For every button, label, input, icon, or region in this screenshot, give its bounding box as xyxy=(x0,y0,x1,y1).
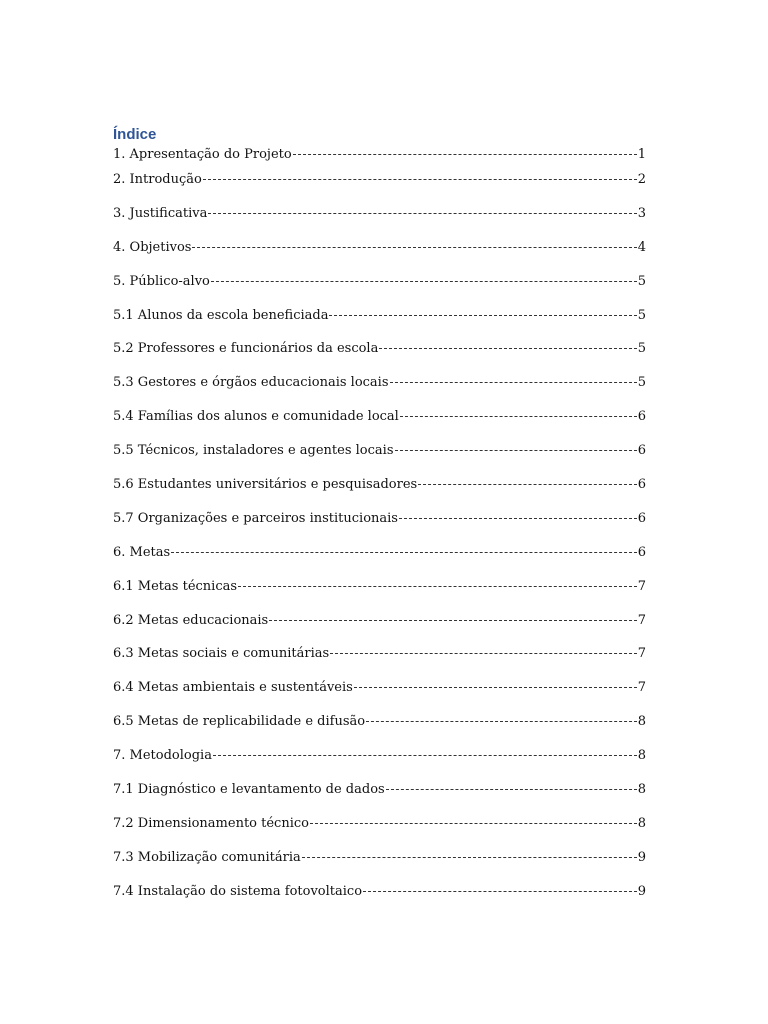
toc-dot-leader xyxy=(400,414,637,417)
toc-entry[interactable] xyxy=(113,239,646,273)
toc-dot-leader xyxy=(418,482,637,485)
toc-entry-page-number: 6 xyxy=(637,544,646,560)
toc-entry[interactable] xyxy=(113,171,646,205)
toc-dot-leader xyxy=(379,346,636,349)
toc-entry-page-number: 7 xyxy=(637,612,646,628)
toc-entry-page-number: 1 xyxy=(637,147,646,162)
toc-entry[interactable] xyxy=(113,747,646,781)
toc-dot-leader xyxy=(330,651,637,654)
toc-dot-leader xyxy=(211,279,637,282)
toc-entry-page-number: 6 xyxy=(637,510,646,526)
toc-dot-leader xyxy=(208,211,636,214)
toc-entry-label: 6.3 Metas sociais e comunitárias xyxy=(113,646,330,662)
toc-entry-label: 6.5 Metas de replicabilidade e difusão xyxy=(113,714,366,730)
toc-dot-leader xyxy=(399,516,637,519)
toc-dot-leader xyxy=(213,753,637,756)
toc-dot-leader xyxy=(269,618,636,621)
toc-entry[interactable] xyxy=(113,544,646,578)
toc-entry[interactable] xyxy=(113,815,646,849)
toc-dot-leader xyxy=(363,889,637,892)
toc-dot-leader xyxy=(238,584,637,587)
toc-entry-label: 5.3 Gestores e órgãos educacionais locais xyxy=(113,375,389,391)
toc-dot-leader xyxy=(293,152,637,155)
toc-entry-label: 5.5 Técnicos, instaladores e agentes locais xyxy=(113,443,394,459)
toc-entry-label: 7.2 Dimensionamento técnico xyxy=(113,815,309,831)
toc-entry-page-number: 5 xyxy=(637,273,646,289)
toc-entry-page-number: 8 xyxy=(637,714,646,730)
toc-entry-page-number: 5 xyxy=(637,375,646,391)
toc-entry-page-number: 6 xyxy=(637,409,646,425)
toc-list xyxy=(113,146,646,917)
toc-dot-leader xyxy=(354,685,637,688)
toc-entry[interactable] xyxy=(113,679,646,713)
toc-entry[interactable] xyxy=(113,205,646,239)
toc-entry-page-number: 9 xyxy=(637,883,646,899)
toc-entry-page-number: 2 xyxy=(637,172,646,187)
toc-entry-label: 5.2 Professores e funcionários da escola xyxy=(113,341,379,357)
toc-entry-page-number: 6 xyxy=(637,477,646,493)
toc-entry-page-number: 4 xyxy=(637,239,646,255)
toc-dot-leader xyxy=(310,821,637,824)
toc-entry-page-number: 7 xyxy=(637,680,646,696)
toc-entry-label: 5.1 Alunos da escola beneficiada xyxy=(113,307,329,323)
toc-entry-label: 5.6 Estudantes universitários e pesquisadores xyxy=(113,477,418,493)
toc-entry-label: 6. Metas xyxy=(113,544,171,560)
toc-entry-label: 1. Apresentação do Projeto xyxy=(113,147,292,162)
toc-dot-leader xyxy=(192,245,636,248)
toc-dot-leader xyxy=(395,448,637,451)
toc-entry[interactable] xyxy=(113,510,646,544)
toc-entry-label: 7.3 Mobilização comunitária xyxy=(113,849,301,865)
toc-entry-page-number: 8 xyxy=(637,748,646,764)
document-page xyxy=(113,124,646,917)
toc-dot-leader xyxy=(390,380,637,383)
toc-entry-label: 7. Metodologia xyxy=(113,748,212,764)
toc-entry[interactable] xyxy=(113,307,646,341)
toc-entry[interactable] xyxy=(113,408,646,442)
toc-dot-leader xyxy=(203,177,637,180)
toc-dot-leader xyxy=(302,855,637,858)
toc-dot-leader xyxy=(171,550,637,553)
toc-entry-page-number: 5 xyxy=(637,307,646,323)
toc-entry[interactable] xyxy=(113,781,646,815)
toc-dot-leader xyxy=(386,787,637,790)
toc-entry-page-number: 3 xyxy=(637,205,646,221)
toc-entry-page-number: 7 xyxy=(637,578,646,594)
toc-entry-label: 5.7 Organizações e parceiros institucionais xyxy=(113,510,398,526)
toc-entry-label: 6.2 Metas educacionais xyxy=(113,612,269,628)
toc-entry[interactable] xyxy=(113,645,646,679)
toc-entry-page-number: 7 xyxy=(637,646,646,662)
toc-entry-page-number: 8 xyxy=(637,782,646,798)
toc-entry-label: 2. Introdução xyxy=(113,172,202,187)
toc-entry[interactable] xyxy=(113,713,646,747)
toc-entry[interactable] xyxy=(113,476,646,510)
toc-entry-label: 7.4 Instalação do sistema fotovoltaico xyxy=(113,883,363,899)
toc-entry[interactable] xyxy=(113,273,646,307)
toc-entry[interactable] xyxy=(113,146,646,171)
toc-title: Índice xyxy=(113,126,157,143)
toc-dot-leader xyxy=(366,719,637,722)
toc-entry-label: 5.4 Famílias dos alunos e comunidade local xyxy=(113,409,399,425)
toc-entry-label: 6.4 Metas ambientais e sustentáveis xyxy=(113,680,353,696)
toc-entry-page-number: 8 xyxy=(637,815,646,831)
toc-entry-page-number: 5 xyxy=(637,341,646,357)
toc-entry[interactable] xyxy=(113,340,646,374)
toc-entry-page-number: 9 xyxy=(637,849,646,865)
toc-entry-label: 7.1 Diagnóstico e levantamento de dados xyxy=(113,782,385,798)
toc-entry[interactable] xyxy=(113,612,646,646)
toc-entry[interactable] xyxy=(113,442,646,476)
toc-entry[interactable] xyxy=(113,374,646,408)
toc-entry[interactable] xyxy=(113,883,646,917)
toc-entry-label: 4. Objetivos xyxy=(113,239,192,255)
toc-entry-page-number: 6 xyxy=(637,443,646,459)
toc-entry[interactable] xyxy=(113,849,646,883)
toc-entry-label: 6.1 Metas técnicas xyxy=(113,578,238,594)
toc-entry-label: 3. Justificativa xyxy=(113,205,208,221)
toc-dot-leader xyxy=(329,313,636,316)
toc-entry[interactable] xyxy=(113,578,646,612)
toc-entry-label: 5. Público-alvo xyxy=(113,273,210,289)
